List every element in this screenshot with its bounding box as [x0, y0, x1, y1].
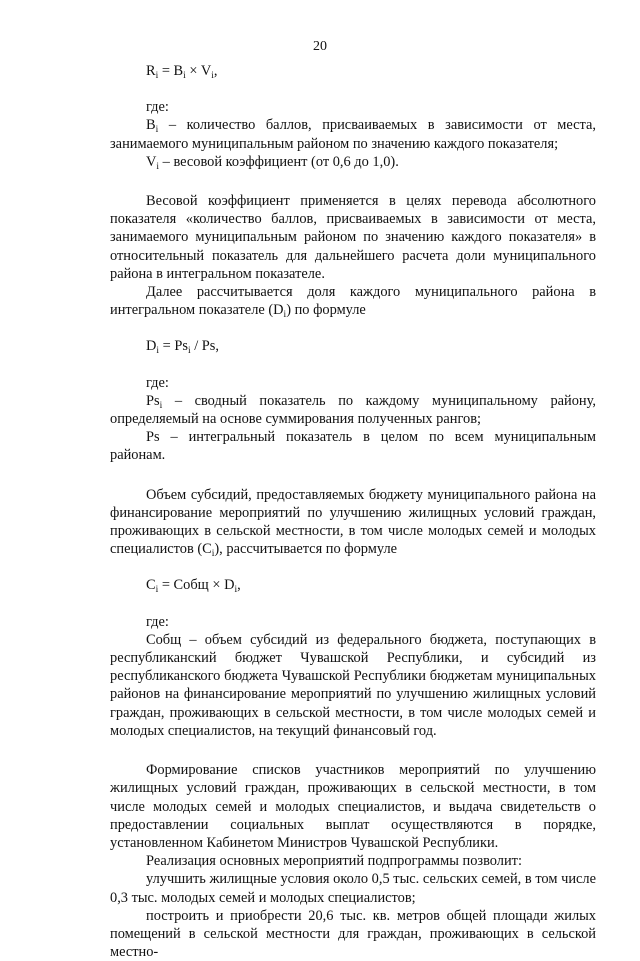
paragraph-improve-housing: улучшить жилищные условия около 0,5 тыс. сельских семей, в том числе 0,3 тыс. молодых семей и молодых специалистов;	[110, 871, 596, 906]
where-label: где:	[146, 374, 169, 391]
page-number: 20	[313, 39, 327, 54]
definition-ps-i: $Ps_i$ – сводный показатель по каждому муниципальному району, определяемый на основе суммирования полученных рангов;	[110, 392, 596, 428]
formula-d: $D_i = Ps_i / Ps$,	[146, 338, 220, 357]
where-label: где:	[146, 99, 169, 116]
paragraph-share-calculation: Далее рассчитывается доля каждого муниципального района в интегральном показателе $(D_i)$ по формуле	[110, 284, 596, 321]
definition-cobsh: Cобщ – объем субсидий из федерального бюджета, поступающих в республиканский бюджет Чувашской Республики, и субсидий из республиканского бюджета Чувашской Республики бюджетам муниципальных районов на финансирование мероприятий по улучшению жилищных условий граждан, проживающих в сельской местности, в том числе молодых семей и молодых специалистов, на текущий финансовый год.	[110, 631, 596, 739]
definition-ps: Ps – интегральный показатель в целом по всем муниципальным районам.	[110, 429, 596, 464]
formula-r: $R_i = B_i \times V_i$,	[146, 63, 218, 81]
paragraph-participant-lists: Формирование списков участников мероприятий по улучшению жилищных условий граждан, проживающих в сельской местности, в том числе молодых семей и молодых специалистов, и выдача свидетельств о предоставлении социальных выплат осуществляются в порядке, установленном Кабинетом Министров Чувашской Республики.	[110, 762, 596, 851]
paragraph-build-housing: построить и приобрести 20,6 тыс. кв. метров общей площади жилых помещений в сельской местности для граждан, проживающих в сельской местно-	[110, 907, 596, 961]
document-body	[110, 62, 596, 961]
where-label: где:	[146, 613, 169, 630]
paragraph-implementation: Реализация основных мероприятий подпрограммы позволит:	[146, 853, 522, 870]
paragraph-weight-coefficient: Весовой коэффициент применяется в целях перевода абсолютного показателя «количество баллов, присваиваемых в зависимости от места, занимаемого муниципальным районом по значению каждого показателя» в относительный показатель для дальнейшего расчета доли муниципального района в интегральном показателе.	[110, 193, 596, 282]
definition-b: $B_i$ – количество баллов, присваиваемых в зависимости от места, занимаемого муниципальным районом по значению каждого показателя;	[110, 117, 596, 152]
definition-v: $V_i$ – весовой коэффициент (от 0,6 до 1,0).	[146, 153, 399, 172]
paragraph-subsidy-volume: Объем субсидий, предоставляемых бюджету муниципального района на финансирование мероприятий по улучшению жилищных условий граждан, проживающих в сельской местности, в том числе молодых семей и молодых специалистов $(C_i)$, рассчитывается по формуле	[110, 486, 596, 560]
formula-c: $C_i$ = Cобщ × $D_i$,	[146, 577, 241, 596]
